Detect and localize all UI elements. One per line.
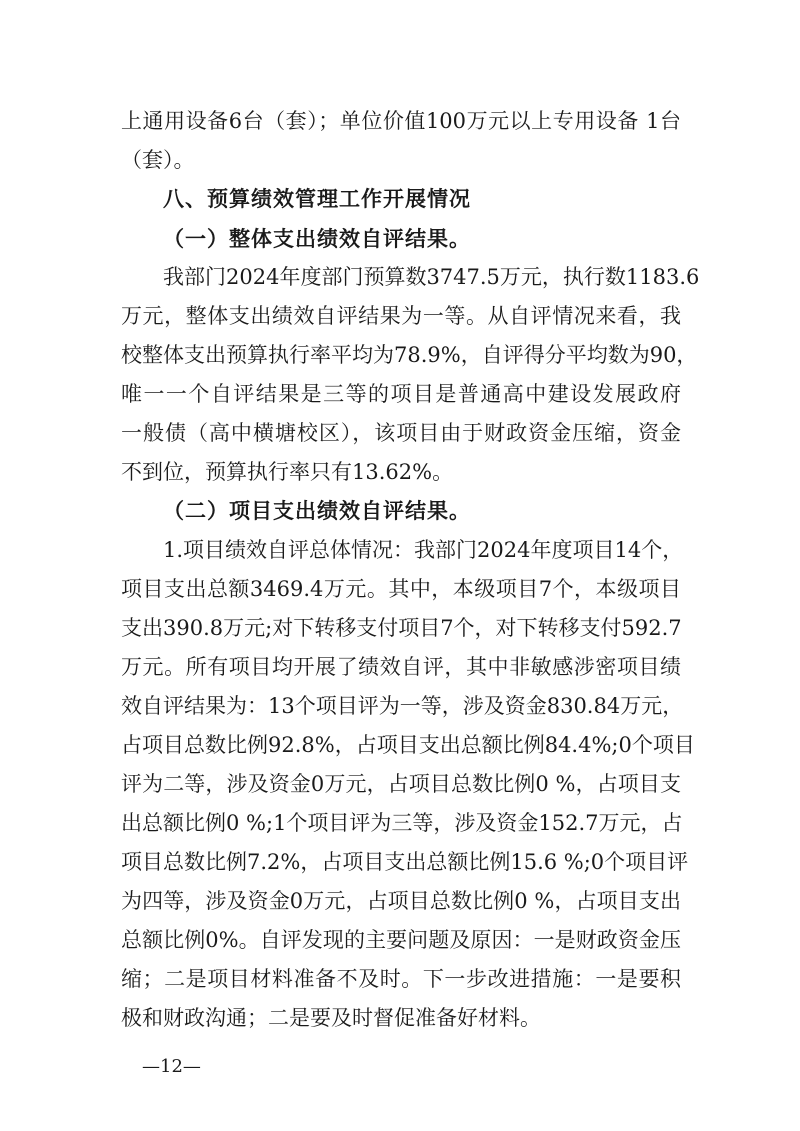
- paragraph-line: 我部门2024年度部门预算数3747.5万元，执行数1183.6: [163, 265, 700, 289]
- paragraph-line: 1.项目绩效自评总体情况：我部门2024年度项目14个，: [163, 538, 684, 562]
- paragraph-line: 评为二等，涉及资金0万元，占项目总数比例0 %，占项目支: [121, 772, 681, 796]
- page-number: —12—: [142, 1056, 201, 1077]
- paragraph-line: 占项目总数比例92.8%，占项目支出总额比例84.4%;0个项目: [121, 733, 695, 757]
- paragraph-line: 极和财政沟通；二是要及时督促准备好材料。: [121, 1006, 541, 1030]
- paragraph-line: （套）。: [121, 148, 195, 172]
- paragraph-line: 项目总数比例7.2%，占项目支出总额比例15.6 %;0个项目评: [121, 850, 689, 874]
- paragraph-line: 唯一一个自评结果是三等的项目是普通高中建设发展政府: [121, 382, 681, 406]
- paragraph-line: 效自评结果为：13个项目评为一等，涉及资金830.84万元，: [121, 694, 684, 718]
- paragraph-line: 不到位，预算执行率只有13.62%。: [121, 460, 454, 484]
- paragraph-line: 校整体支出预算执行率平均为78.9%，自评得分平均数为90，: [121, 343, 698, 367]
- paragraph-line: 总额比例0%。自评发现的主要问题及原因：一是财政资金压: [121, 928, 681, 952]
- paragraph-line: 为四等，涉及资金0万元，占项目总数比例0 %，占项目支出: [121, 889, 681, 913]
- paragraph-line: 缩；二是项目材料准备不及时。下一步改进措施：一是要积: [121, 967, 681, 991]
- paragraph-line: 万元。所有项目均开展了绩效自评，其中非敏感涉密项目绩: [121, 655, 681, 679]
- section-heading: 八、预算绩效管理工作开展情况: [163, 187, 471, 211]
- subsection-heading: （一）整体支出绩效自评结果。: [163, 226, 471, 251]
- subsection-heading: （二）项目支出绩效自评结果。: [163, 498, 471, 523]
- paragraph-line: 一般债（高中横塘校区），该项目由于财政资金压缩，资金: [121, 421, 681, 445]
- paragraph-line: 支出390.8万元;对下转移支付项目7个，对下转移支付592.7: [121, 616, 682, 640]
- paragraph-line: 上通用设备6台（套）；单位价值100万元以上专用设备 1台: [121, 109, 681, 133]
- paragraph-line: 项目支出总额3469.4万元。其中，本级项目7个，本级项目: [121, 577, 681, 601]
- paragraph-line: 万元，整体支出绩效自评结果为一等。从自评情况来看，我: [121, 304, 681, 328]
- paragraph-line: 出总额比例0 %;1个项目评为三等，涉及资金152.7万元，占: [121, 811, 683, 835]
